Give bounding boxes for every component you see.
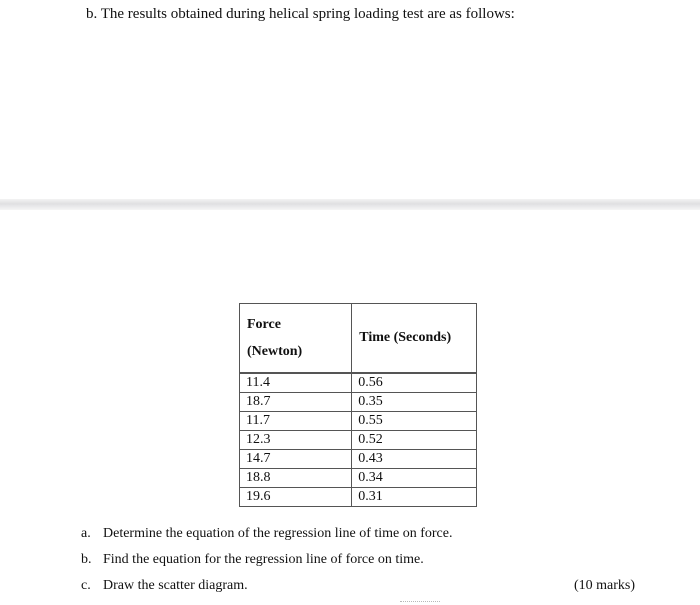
force-cell: 12.3 bbox=[240, 431, 352, 450]
question-letter: b. bbox=[81, 552, 92, 567]
time-cell: 0.52 bbox=[352, 431, 477, 450]
time-cell: 0.31 bbox=[352, 488, 477, 507]
question-heading: b. The results obtained during helical spring loading test are as follows: bbox=[86, 6, 515, 22]
table-row bbox=[240, 469, 477, 488]
force-header-label: Force bbox=[247, 317, 281, 332]
table-row bbox=[240, 393, 477, 412]
question-item-b bbox=[81, 547, 641, 573]
table-row bbox=[240, 450, 477, 469]
force-column-header bbox=[240, 304, 352, 374]
table-header-row bbox=[240, 304, 477, 374]
data-table bbox=[239, 303, 477, 507]
time-cell: 0.55 bbox=[352, 412, 477, 431]
force-cell: 19.6 bbox=[240, 488, 352, 507]
force-cell: 11.4 bbox=[240, 373, 352, 393]
question-letter: a. bbox=[81, 526, 91, 541]
table-row bbox=[240, 373, 477, 393]
time-cell: 0.56 bbox=[352, 373, 477, 393]
question-text: Draw the scatter diagram. bbox=[103, 578, 248, 593]
force-cell: 18.7 bbox=[240, 393, 352, 412]
force-cell: 14.7 bbox=[240, 450, 352, 469]
table-row bbox=[240, 412, 477, 431]
force-header-unit: (Newton) bbox=[247, 344, 303, 359]
time-cell: 0.34 bbox=[352, 469, 477, 488]
force-cell: 18.8 bbox=[240, 469, 352, 488]
question-text: Determine the equation of the regression line of time on force. bbox=[103, 526, 453, 541]
time-column-header: Time (Seconds) bbox=[352, 304, 477, 374]
question-item-a bbox=[81, 521, 641, 547]
page-divider bbox=[0, 199, 700, 210]
question-letter: c. bbox=[81, 578, 91, 593]
time-cell: 0.35 bbox=[352, 393, 477, 412]
table-row bbox=[240, 488, 477, 507]
marks-label: (10 marks) bbox=[573, 578, 635, 593]
time-cell: 0.43 bbox=[352, 450, 477, 469]
question-item-c bbox=[81, 573, 641, 599]
question-text: Find the equation for the regression line of force on time. bbox=[103, 552, 424, 567]
table-row bbox=[240, 431, 477, 450]
question-list bbox=[81, 521, 641, 599]
force-cell: 11.7 bbox=[240, 412, 352, 431]
scan-artifact bbox=[400, 601, 440, 605]
